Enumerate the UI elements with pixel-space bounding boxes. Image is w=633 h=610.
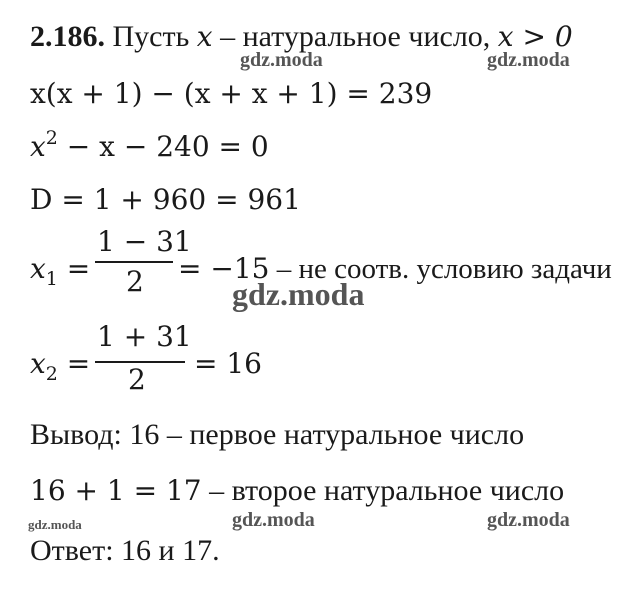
x1-denominator: 2 (126, 265, 144, 298)
x2-subscript: 2 (45, 363, 58, 385)
watermark: gdz.moda (240, 49, 323, 71)
x2-numerator: 1 + 31 (97, 320, 192, 353)
second-number-comment: – второе натуральное число (201, 474, 565, 507)
conclusion: Вывод: 16 – первое натуральное число (30, 418, 525, 451)
equation-1: x(x + 1) − (x + x + 1) = 239 (30, 77, 433, 110)
problem-description: – натуральное число, (220, 20, 491, 53)
equation-3: D = 1 + 960 = 961 (30, 183, 301, 216)
answer: Ответ: 16 и 17. (30, 534, 220, 567)
problem-number: 2.186. (30, 20, 105, 53)
second-number-equation: 16 + 1 = 17 (30, 474, 202, 507)
x2-denominator: 2 (128, 363, 146, 396)
equation-2-exponent: 2 (45, 127, 58, 149)
problem-statement (30, 22, 573, 52)
x1-value: = −15 (178, 252, 270, 285)
x1-symbol: x (30, 252, 46, 285)
x1-fraction-bar (95, 261, 173, 263)
equation-2 (30, 127, 269, 163)
equation-2-rest: − x − 240 = 0 (57, 130, 269, 163)
x1-label: $x_1$ = (30, 252, 91, 290)
problem-variable: x (196, 20, 213, 53)
watermark: gdz.moda (487, 509, 570, 531)
x2-label: $x_2$ = (30, 347, 91, 385)
watermark: gdz.moda (232, 276, 365, 312)
x1-numerator: 1 − 31 (97, 225, 192, 258)
problem-condition: x > 0 (497, 20, 573, 53)
problem-intro: Пусть (112, 20, 190, 53)
x1-comment: – не соотв. условию задачи (269, 253, 612, 285)
watermark: gdz.moda (28, 517, 82, 532)
equation-2-base: x (30, 130, 46, 163)
watermark: gdz.moda (487, 49, 570, 71)
x2-symbol: x (30, 347, 46, 380)
x1-subscript: 1 (45, 268, 58, 290)
watermark: gdz.moda (232, 509, 315, 531)
second-number-line (30, 476, 564, 506)
x2-result: = 16 (194, 347, 262, 380)
